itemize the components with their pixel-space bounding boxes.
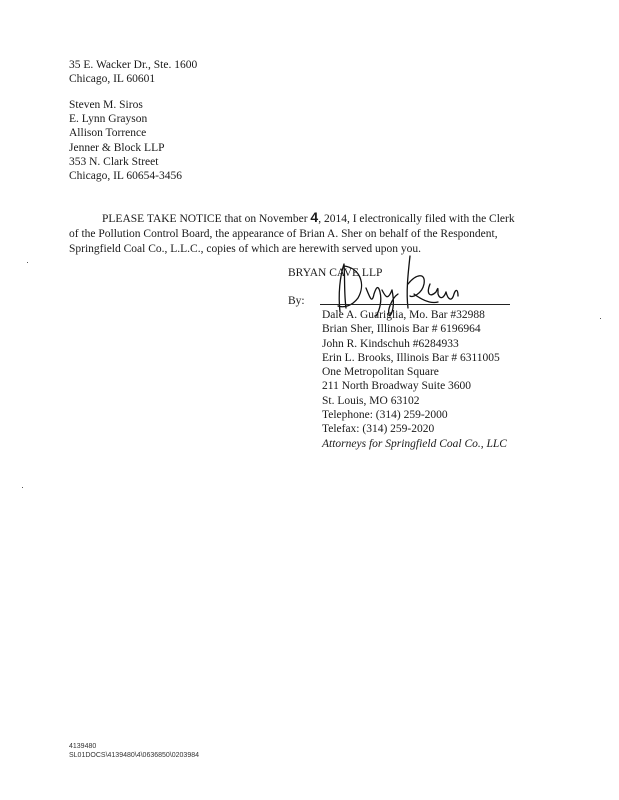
address-line: Allison Torrence: [69, 127, 147, 140]
telefax-line: Telefax: (314) 259-2020: [322, 423, 435, 436]
address-block-top: [69, 58, 197, 86]
signature-line: [320, 304, 510, 305]
notice-text-part1: PLEASE TAKE NOTICE that on November: [102, 213, 311, 225]
attorney-line: Brian Sher, Illinois Bar # 6196964: [322, 323, 481, 336]
address-line: Steven M. Siros: [69, 99, 143, 111]
attorneys-for-line: Attorneys for Springfield Coal Co., LLC: [322, 437, 507, 450]
firm-address-line: St. Louis, MO 63102: [322, 394, 420, 407]
notice-paragraph: [69, 210, 515, 257]
scan-speck: [600, 318, 601, 319]
address-block-jenner: [69, 98, 182, 183]
address-line: Chicago, IL 60654-3456: [69, 170, 182, 183]
scan-speck: [22, 487, 23, 488]
firm-name: BRYAN CAVE LLP: [288, 267, 383, 279]
attorney-line: Erin L. Brooks, Illinois Bar # 6311005: [322, 351, 500, 364]
by-label: By:: [288, 295, 305, 307]
address-line: 353 N. Clark Street: [69, 155, 159, 168]
firm-address-line: One Metropolitan Square: [322, 366, 439, 379]
attorney-line: John R. Kindschuh #6284933: [322, 337, 459, 350]
footer-line: 4139480: [69, 743, 97, 750]
address-line: Jenner & Block LLP: [69, 141, 165, 154]
notice-text-part2: , 2014, I electronically filed with the Clerk of the Pollution Control Board, the appearance of Brian A. Sher on behalf of the Respondent, Springfield Coal Co., L.L.C., copies of which are herewith served upon you.: [69, 213, 515, 255]
signature-block: [322, 308, 507, 451]
notice-date-day: 4: [310, 209, 319, 225]
address-line: E. Lynn Grayson: [69, 113, 148, 126]
address-line: 35 E. Wacker Dr., Ste. 1600: [69, 59, 198, 71]
footer-line: SL01DOCS\4139480\4\0636850\0203984: [69, 751, 199, 759]
address-line: Chicago, IL 60601: [69, 73, 156, 86]
firm-address-line: 211 North Broadway Suite 3600: [322, 380, 472, 393]
scan-speck: [27, 262, 28, 263]
attorney-line: Dale A. Guariglia, Mo. Bar #32988: [322, 309, 485, 321]
telephone-line: Telephone: (314) 259-2000: [322, 409, 448, 422]
document-footer: [69, 743, 199, 760]
